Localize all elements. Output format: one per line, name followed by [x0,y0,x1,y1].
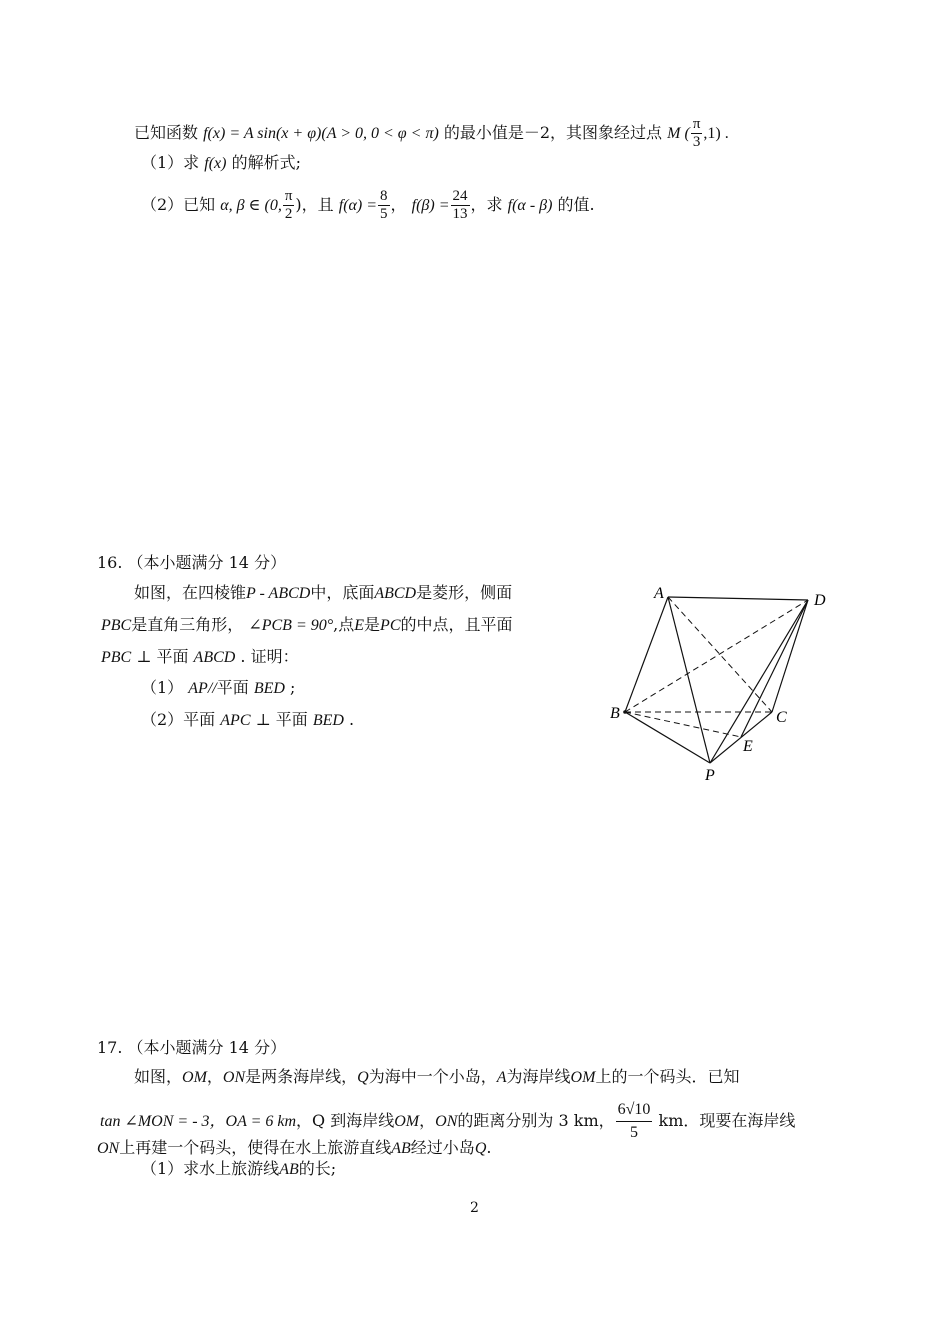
q15-stem [134,116,729,151]
q15-p2-fa-num: 8 [380,188,388,204]
label-D: D [814,592,826,609]
label-P: P [705,767,715,784]
q15-p1-text: 的解析式; [231,153,301,172]
q16-p2-label: （2）平面 [141,710,216,729]
q17-l2-d: km．现要在海岸线 [658,1111,796,1130]
q17-header: 17. （本小题满分 14 分） [97,1038,287,1057]
q17-l1-m2: ON [222,1069,246,1086]
q17-l1-m4: A [496,1069,507,1086]
label-B: B [610,705,620,722]
q17-l2-b: ， [419,1111,436,1130]
q17-l1-m5: OM [570,1069,596,1086]
q15-point-num: π [692,116,701,132]
q16-l1-a: 如图，在四棱锥 [134,583,247,602]
q17-l1-c: 是两条海岸线， [245,1067,358,1086]
q15-p2-pi-fraction [283,188,295,223]
q17-l2-frac-den: 5 [630,1124,639,1141]
q17-l3-b: 经过小岛 [410,1138,475,1157]
q15-point-prefix: M ( [667,125,690,142]
q15-p2-ask: ，求 [470,195,503,214]
q17-l3-c: . [486,1138,492,1157]
q17-l3-m2: AB [391,1140,411,1157]
q16-part1 [141,677,295,700]
q17-l2-m1: OM [394,1113,420,1130]
edge-PC [710,712,772,763]
q17-part1 [141,1158,336,1181]
q16-l2-m2: ∠PCB = 90° [248,617,334,634]
q16-l2-a: 是直角三角形， [131,615,244,634]
q15-point-suffix: ,1) . [703,125,729,142]
q16-l3-b: . 证明： [240,647,299,666]
q16-l3-a: ⊥ 平面 [136,647,189,666]
q15-p2-pi-num: π [284,188,293,204]
q17-l3-m3: Q [474,1140,487,1157]
page-number: 2 [470,1200,479,1216]
q16-l1-m2: ABCD [374,585,417,602]
q16-p2-m2: BED [312,712,344,729]
q16-p1-end: ; [290,678,296,697]
q16-p1-m2: BED [253,680,285,697]
q17-p1-m: AB [279,1161,299,1178]
q17-l2-a: ，Q 到海岸线 [296,1111,395,1130]
q15-p2-end: 的值. [557,195,595,214]
q17-l1-m1: OM [182,1069,207,1086]
label-C: C [776,709,787,726]
q17-line1 [134,1066,739,1089]
q17-l1-b: ， [206,1067,223,1086]
q15-p2-fb-fraction [451,188,470,223]
q16-p1-label: （1） [141,678,184,697]
q16-p1-m: AP// [188,680,217,697]
q16-l2-m3: E [354,617,365,634]
q15-function: f(x) = A sin(x + φ)(A > 0, 0 < φ < π) [203,125,439,142]
pyramid-figure [600,575,850,790]
q15-intro-b: 的最小值是－2，其图象经过点 [443,123,663,142]
q16-l3-m2: ABCD [193,649,236,666]
q16-l1-b: 中，底面 [310,583,375,602]
q16-l2-b: ,点 [333,615,355,634]
edge-AB [625,597,668,712]
q17-p1-label: （1）求水上旅游线 [141,1159,280,1178]
q16-l2-d: 的中点，且平面 [400,615,513,634]
point-B [623,710,627,714]
q17-l1-d: 为海中一个小岛， [368,1067,497,1086]
q15-p2-label: （2）已知 [141,195,216,214]
q17-l1-e: 为海岸线 [506,1067,571,1086]
q17-l2-m2: ON [435,1113,458,1130]
q16-l2-m4: PC [380,617,401,634]
q17-line3 [97,1137,491,1160]
q16-header: 16. （本小题满分 14 分） [97,553,287,572]
q16-line3 [101,646,299,669]
edge-CD [772,600,808,712]
q17-l2-fraction [616,1099,653,1144]
q15-p2-close: )，且 [295,195,334,214]
q15-p2-fa: f(α) = [338,197,378,214]
q15-p1-func: f(x) [204,155,227,172]
label-E: E [743,738,753,755]
q16-part2 [141,709,354,732]
q16-p2-m: APC [220,712,251,729]
q15-p2-pi-den: 2 [284,206,293,222]
dashed-AC [668,597,772,712]
q15-p2-vars: α, β ∈ (0, [220,197,282,214]
edge-PD [710,600,808,763]
q17-l2-c: 的距离分别为 3 km， [457,1111,615,1130]
q15-point-fraction [691,116,703,151]
q17-l3-a: 上再建一个码头，使得在水上旅游直线 [119,1138,392,1157]
q15-p2-fab: f(α - β) [507,197,553,214]
q15-p2-sep: ， [390,195,407,214]
q15-point-den: 3 [692,134,701,150]
q16-p2-a: ⊥ 平面 [255,710,308,729]
q16-l3-m1: PBC [101,649,132,666]
q17-l3-m1: ON [97,1140,120,1157]
q15-part1 [141,152,301,175]
q17-l2-tan: tan ∠MON = - 3 [100,1113,210,1130]
label-A: A [654,585,664,602]
q16-line1 [134,582,512,605]
q16-p1-a: 平面 [216,678,249,697]
q16-l2-c: 是 [364,615,381,634]
edge-AD [668,597,808,600]
q15-p2-fa-den: 5 [380,206,388,222]
q15-intro-a: 已知函数 [134,123,199,142]
q16-l2-m1: PBC [101,617,132,634]
dashed-BE [625,712,741,737]
q16-l1-c: 是菱形，侧面 [416,583,513,602]
q17-l2-frac-num: 6√10 [616,1099,653,1122]
q17-p1-end: 的长; [298,1159,337,1178]
q15-part2 [141,188,595,223]
edge-AP [668,597,710,763]
q17-l1-a: 如图， [134,1067,183,1086]
q17-l2-oa: ，OA = 6 km [209,1113,297,1130]
q15-p2-fa-fraction [378,188,390,223]
q15-p2-fb-num: 24 [452,188,468,204]
q15-p2-fb: f(β) = [411,197,450,214]
q17-l1-f: 上的一个码头．已知 [595,1067,740,1086]
q16-p2-end: . [349,710,355,729]
q16-l1-m1: P - ABCD [246,585,311,602]
edge-BP [625,712,710,763]
q15-p2-fb-den: 13 [452,206,468,222]
q15-p1-label: （1）求 [141,153,200,172]
q17-l1-m3: Q [357,1069,369,1086]
q16-line2 [101,614,513,637]
